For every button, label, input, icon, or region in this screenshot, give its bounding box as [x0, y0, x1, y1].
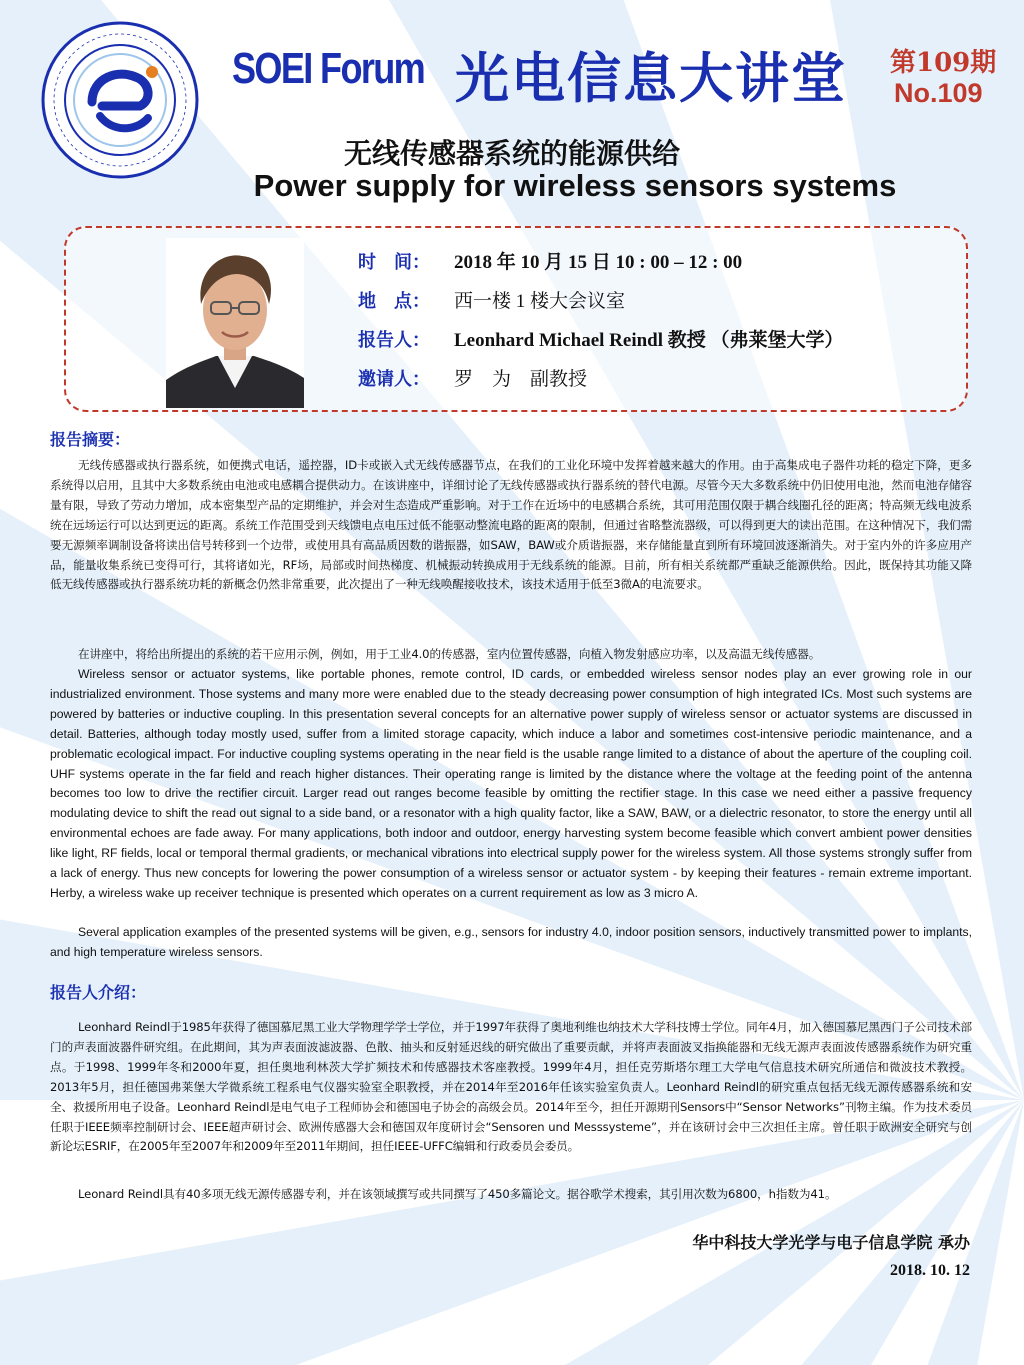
host-label: 邀请人： — [358, 369, 430, 390]
speaker-photo — [166, 238, 304, 408]
info-speaker-row — [358, 328, 844, 354]
abstract-paragraph-cn-2: 在讲座中，将给出所提出的系统的若干应用示例，例如，用于工业4.0的传感器，室内位置传感器，向植入物发射感应功率，以及高温无线传感器。 — [78, 647, 821, 661]
info-place-row — [358, 289, 625, 315]
time-label: 时 间： — [358, 252, 430, 273]
bio-paragraph-1: Leonhard Reindl于1985年获得了德国慕尼黑工业大学物理学学士学位，并于1997年获得了奥地利维也纳技术大学科技博士学位。同年4月，加入德国慕尼黑西门子公司技术部门的声表面波器件研究组。在此期间，其为声表面波滤波器、色散、抽头和反射延迟线的研究做出了重要贡献，并将声表面波叉指换能器和无线无源声表面波传感器系统作为研究重点。于1998、1999年冬和2000年夏，担任奥地利林茨大学扩频技术和传感器技术客座教授。1999年4月，担任克劳斯塔尔理工大学电气信息技术研究所通信和微波技术教授。2013年5月，担任德国弗莱堡大学微系统工程系电气仪器实验室全职教授，并在2014年至2016年任该实验室负责人。Leonhard Reindl的研究重点包括无线无源传感器系统和安全、救援所用电子设备。Leonhard Reindl是电气电子工程师协会和德国电子协会的高级会员。2014年至今，担任开源期刊Sensors中“Sensor Networks”刊物主编。作为技术委员任职于IEEE频率控制研讨会、IEEE超声研讨会、欧洲传感器大会和德国双年度研讨会“Sensoren und Messsysteme”，并在该研讨会中三次担任主席。曾任职于欧洲安全研究与创新论坛ESRIF，在2005年至2007年和2009年至2011年期间，担任IEEE-UFFC编辑和行政委员会委员。 — [50, 1020, 972, 1154]
forum-name-en: SOEI Forum — [232, 44, 425, 93]
issue-number-en: No.109 — [894, 78, 983, 108]
talk-title-en: Power supply for wireless sensors systems — [253, 168, 897, 203]
bio-paragraph-2: Leonard Reindl具有40多项无线无源传感器专利，并在该领域撰写或共同撰写了450多篇论文。据谷歌学术搜索，其引用次数为6800，h指数为41。 — [78, 1187, 837, 1201]
issue-number-cn: 第109期 — [890, 48, 997, 78]
host-value: 罗 为 副教授 — [454, 369, 588, 390]
forum-name-cn: 光电信息大讲堂 — [455, 47, 847, 110]
info-host-row — [358, 367, 587, 393]
organizer-line: 华中科技大学光学与电子信息学院 承办 — [692, 1233, 970, 1252]
abstract-heading: 报告摘要： — [50, 430, 131, 449]
abstract-paragraph-en-1: Wireless sensor or actuator systems, like portable phones, remote control, ID cards, or embedded wireless sensor nodes play an ever growing role in our industrialized environment. Those systems and many more were enabled due to the steady decreasing power consumption of high integrated ICs. Most such systems are powered by batteries or inductive coupling. In this presentation several concepts for an alternative power supply of wireless sensor or actuator systems are discussed in detail. Batteries, although today mostly used, suffer from a limited storage capacity, which induce a labor and sometimes cost-intensive periodic maintenance, and a problematic ecological impact. For inductive coupling systems operating in the near field is the usable range limited to a distance of about the aperture of the coupling coil. UHF systems operate in the far field and reach higher distances. Their operating range is limited by the distance where the voltage at the feeding point of the antenna becomes too low to drive the rectifier circuit. Larger read out ranges become feasible by omitting the rectifier stage. In this case we need either a passive frequency modulating device to shift the read out signal to a side band, or a resonator with a high quality factor, like a SAW, BAW, or a dielectric resonator, to store the energy until all environmental echoes are fade away. For many applications, both indoor and outdoor, energy harvesting system become feasible which convert ambient power densities like light, RF fields, local or temporal thermal gradients, or mechanical vibrations into electrical supply power for the wireless system. All those systems strongly suffer from a lack of energy. Thus new concepts for lowering the power consumption of a wireless sensor or actuator system - by keeping their features - remain extreme important. Herby, a wireless wake up receiver technique is presented which operates on a current requirement as low as 3 micro A. — [50, 667, 972, 900]
abstract-paragraph-en-2: Several application examples of the presented systems will be given, e.g., sensors for industry 4.0, indoor position sensors, inductively transmitted power to implants, and high temperature wireless sensors. — [50, 925, 972, 959]
info-time-row — [358, 250, 742, 276]
poster-date: 2018. 10. 12 — [890, 1262, 970, 1279]
speaker-value: Leonhard Michael Reindl 教授 （弗莱堡大学） — [454, 330, 844, 351]
abstract-paragraph-cn-1: 无线传感器或执行器系统，如便携式电话，遥控器，ID卡或嵌入式无线传感器节点，在我们的工业化环境中发挥着越来越大的作用。由于高集成电子器件功耗的稳定下降，更多系统得以启用，且其中大多数系统由电池或电感耦合提供动力。在该讲座中，详细讨论了无线传感器或执行器系统的替代电源。尽管今天大多数系统中仍旧使用电池，然而电池存储容量有限，导致了劳动力增加，成本密集型产品的定期维护，并会对生态造成严重影响。对于工作在近场中的电感耦合系统，其可用范围仅限于耦合线圈孔径的距离；特高频无线电波系统在远场运行可以达到更远的距离。系统工作范围受到天线馈电点电压过低不能驱动整流电路的距离的限制，但通过省略整流器级，可以得到更大的读出范围。在这种情况下，我们需要无源频率调制设备将读出信号转移到一个边带，或使用具有高品质因数的谐振器，如SAW，BAW或介质谐振器，来存储能量直到所有环境回波逐渐消失。对于室内外的许多应用产品，能量收集系统已变得可行，其将诸如光，RF场，局部或时间热梯度、机械振动转换成用于无线系统的能源。目前，所有相关系统都严重缺乏能源供给。因此，既保持其功能又降低无线传感器或执行器系统功耗的新概念仍然非常重要，此次提出了一种无线唤醒接收技术，该技术适用于低至3微A的电流要求。 — [50, 458, 972, 592]
speaker-label: 报告人： — [358, 330, 430, 351]
bio-heading: 报告人介绍： — [50, 983, 147, 1002]
talk-title-cn: 无线传感器系统的能源供给 — [343, 137, 680, 170]
place-label: 地 点： — [358, 291, 430, 312]
time-value: 2018 年 10 月 15 日 10 : 00 – 12 : 00 — [454, 252, 743, 273]
place-value: 西一楼 1 楼大会议室 — [454, 291, 626, 312]
